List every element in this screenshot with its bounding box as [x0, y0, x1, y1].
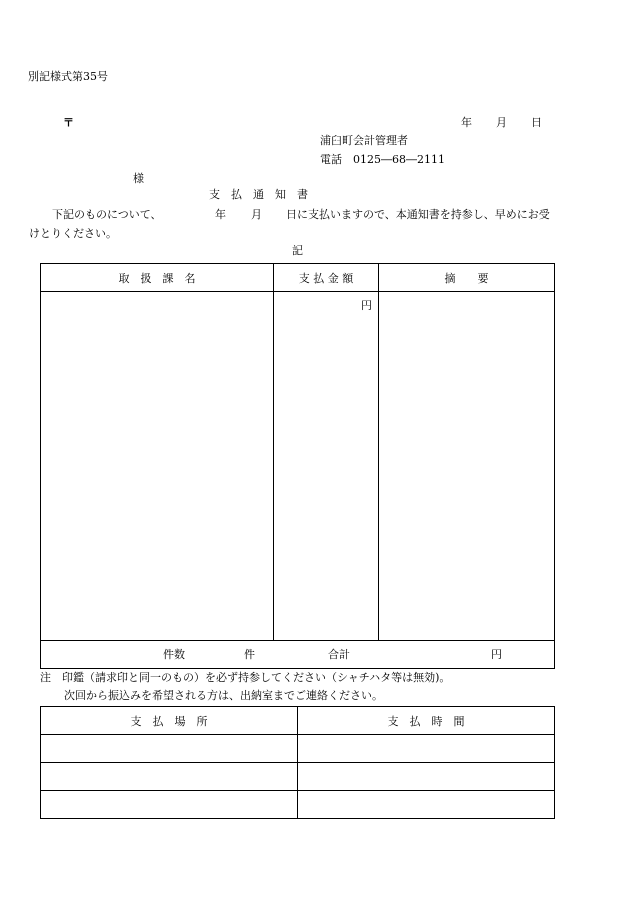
place-table: [40, 706, 555, 819]
ki-label: 記: [292, 244, 303, 257]
place-cell[interactable]: [41, 791, 298, 819]
addressee-suffix: 様: [133, 172, 144, 185]
total-unit: 円: [491, 648, 502, 661]
table-footer-row: [41, 641, 555, 669]
department-cell[interactable]: [41, 292, 274, 641]
header-department: 取 扱 課 名: [41, 264, 274, 292]
date-day-label: 日: [531, 116, 542, 129]
page-title: 支 払 通 知 書: [209, 188, 308, 201]
place-cell[interactable]: [41, 735, 298, 763]
issuer-phone: 電話 0125―68―2111: [320, 153, 445, 166]
form-number: 別記様式第35号: [28, 70, 108, 83]
header-time: 支 払 時 間: [298, 707, 555, 735]
count-unit: 件: [244, 648, 255, 661]
header-amount: 支 払 金 額: [274, 264, 379, 292]
time-cell[interactable]: [298, 735, 555, 763]
time-cell[interactable]: [298, 763, 555, 791]
body-month-label: 月: [251, 208, 262, 221]
place-cell[interactable]: [41, 763, 298, 791]
yen-mark: 円: [361, 299, 372, 312]
amount-cell[interactable]: [274, 292, 379, 641]
date-year-label: 年: [461, 116, 472, 129]
header-remarks: 摘 要: [379, 264, 555, 292]
total-label: 合計: [328, 648, 350, 661]
postal-mark: 〒: [63, 116, 74, 129]
time-cell[interactable]: [298, 791, 555, 819]
body-line2: けとりください。: [29, 227, 117, 240]
issuer-name: 浦臼町会計管理者: [320, 134, 408, 147]
header-place: 支 払 場 所: [41, 707, 298, 735]
count-label: 件数: [163, 648, 185, 661]
note-transfer: 次回から振込みを希望される方は、出納室までご連絡ください。: [64, 689, 383, 702]
payment-table: [40, 263, 555, 669]
remarks-cell[interactable]: [379, 292, 555, 641]
note-seal: 注 印鑑（請求印と同一のもの）を必ず持参してください（シャチハタ等は無効)。: [40, 671, 451, 684]
body-year-label: 年: [215, 208, 226, 221]
body-suffix: 日に支払いますので、本通知書を持参し、早めにお受: [286, 208, 550, 221]
body-prefix: 下記のものについて、: [52, 208, 162, 221]
date-month-label: 月: [496, 116, 507, 129]
